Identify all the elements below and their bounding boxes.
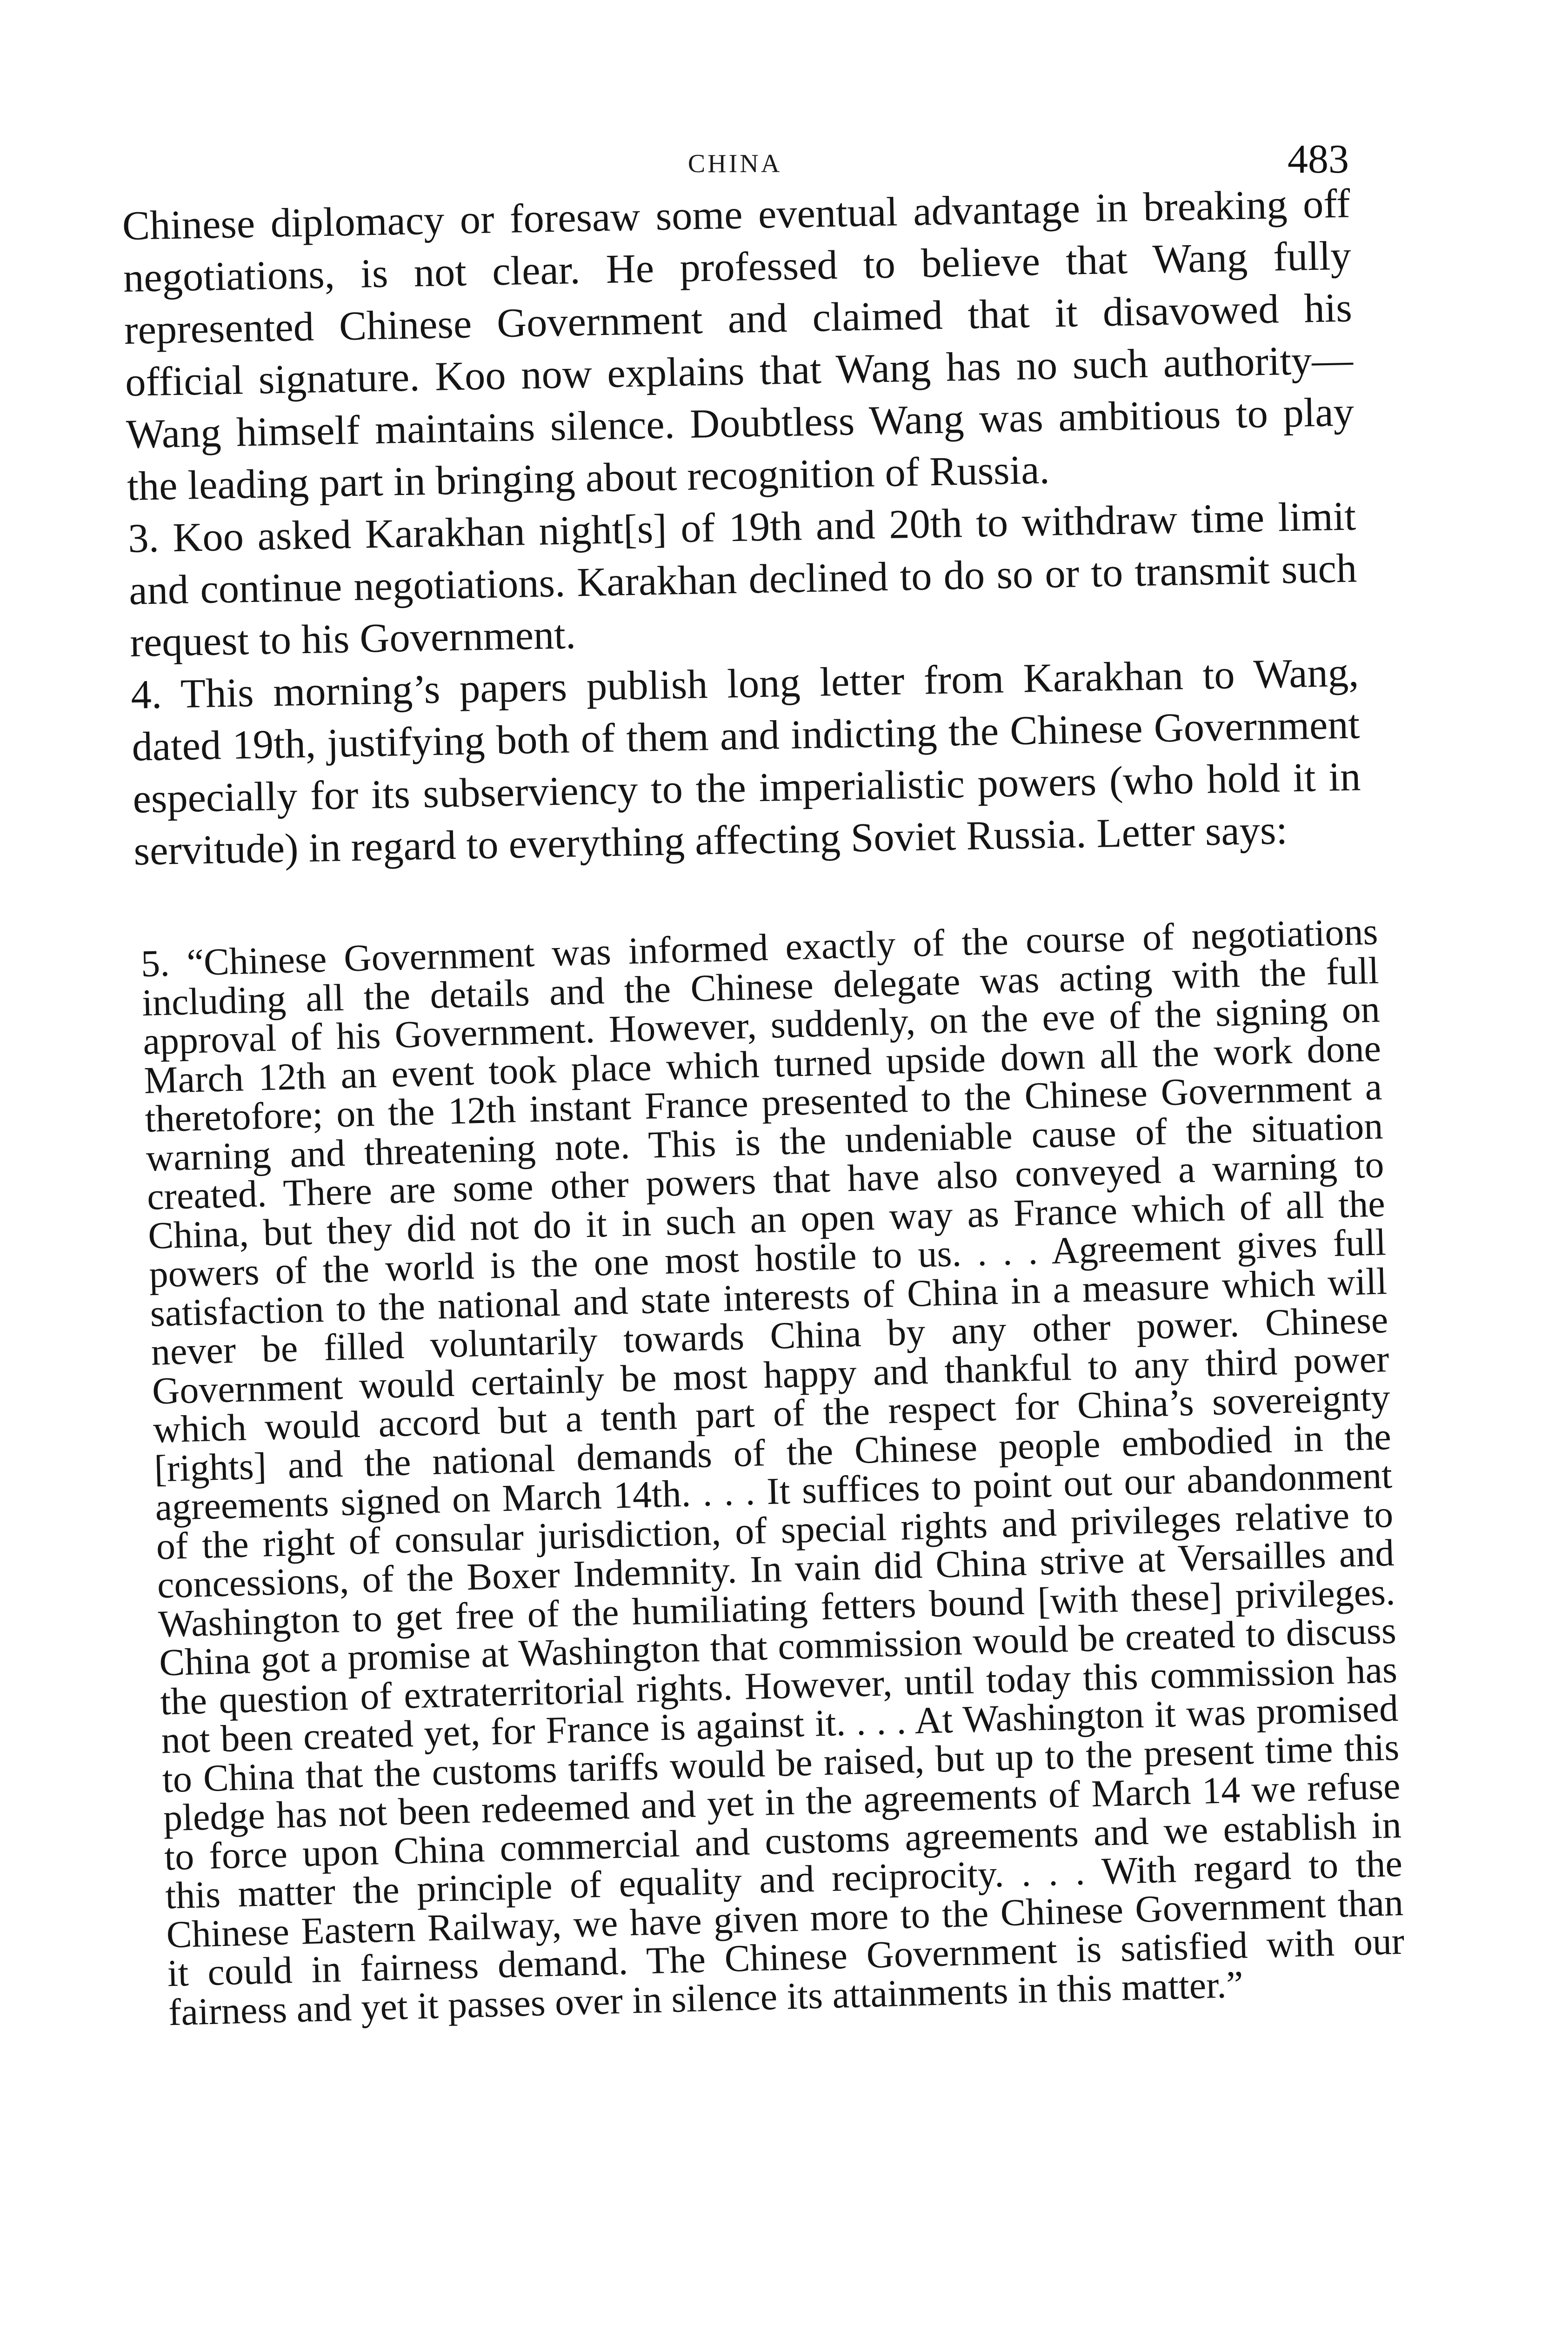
quoted-letter-block	[140, 912, 1406, 2032]
paragraph-5: 5. “Chinese Government was informed exactly of the course of negotiations including all the details and the Chinese delegate was acting with the full approval of his Government. However, suddenly, on the eve of the signing on March 12th an event took place which turned upside down all the work done theretofore; on the 12th instant France presented to the Chinese Government a warning and threatening note. This is the undeniable cause of the situation created. There are some other powers that have also conveyed a warning to China, but they did not do it in such an open way as France which of all the powers of the world is the one most hostile to us. . . . Agreement gives full satisfaction to the national and state interests of China in a measure which will never be filled voluntarily towards China by any other power. Chinese Government would certainly be most happy and thankful to any third power which would accord but a tenth part of the respect for China’s sovereignty [rights] and the national demands of the Chinese people embodied in the agreements signed on March 14th. . . . It suffices to point out our abandonment of the right of consular jurisdiction, of special rights and privileges relative to concessions, of the Boxer Indemnity. In vain did China strive at Versailles and Washington to get free of the humiliating fetters bound [with these] privileges. China got a promise at Washington that commission would be created to discuss the question of extraterritorial rights. However, until today this commission has not been created yet, for France is against it. . . . At Washington it was promised to China that the customs tariffs would be raised, but up to the present time this pledge has not been redeemed and yet in the agreements of March 14 we refuse to force upon China commercial and customs agreements and we establish in this matter the principle of equality and reciprocity. . . . With regard to the Chinese Eastern Railway, we have given more to the Chinese Government than it could in fairness demand. The Chinese Government is satisfied with our fairness and yet it passes over in silence its attainments in this matter.”	[140, 910, 1405, 2033]
continued-paragraph: Chinese diplomacy or foresaw some eventual advantage in breaking off negotiations, is not clear. He professed to believe that Wang fully represented Chinese Government and claimed that it disavowed his official signature. Koo now explains that Wang has no such authority—Wang himself maintains silence. Doubtless Wang was ambitious to play the leading part in bringing about recognition of Russia.	[122, 180, 1354, 509]
paragraph-3: 3. Koo asked Karakhan night[s] of 19th and 20th to withdraw time limit and continue negotiations. Karakhan declined to do so or to transmit such request to his Government.	[127, 493, 1357, 666]
main-text-block	[122, 178, 1362, 877]
page-number: 483	[1288, 137, 1349, 182]
paragraph-4: 4. This morning’s papers publish long letter from Karakhan to Wang, dated 19th, justifying both of them and indicting the Chinese Government especially for its subserviency to the imperialistic powers (who hold it in servitude) in regard to everything affecting Soviet Russia. Letter says:	[130, 649, 1361, 874]
running-head: CHINA	[687, 149, 782, 178]
